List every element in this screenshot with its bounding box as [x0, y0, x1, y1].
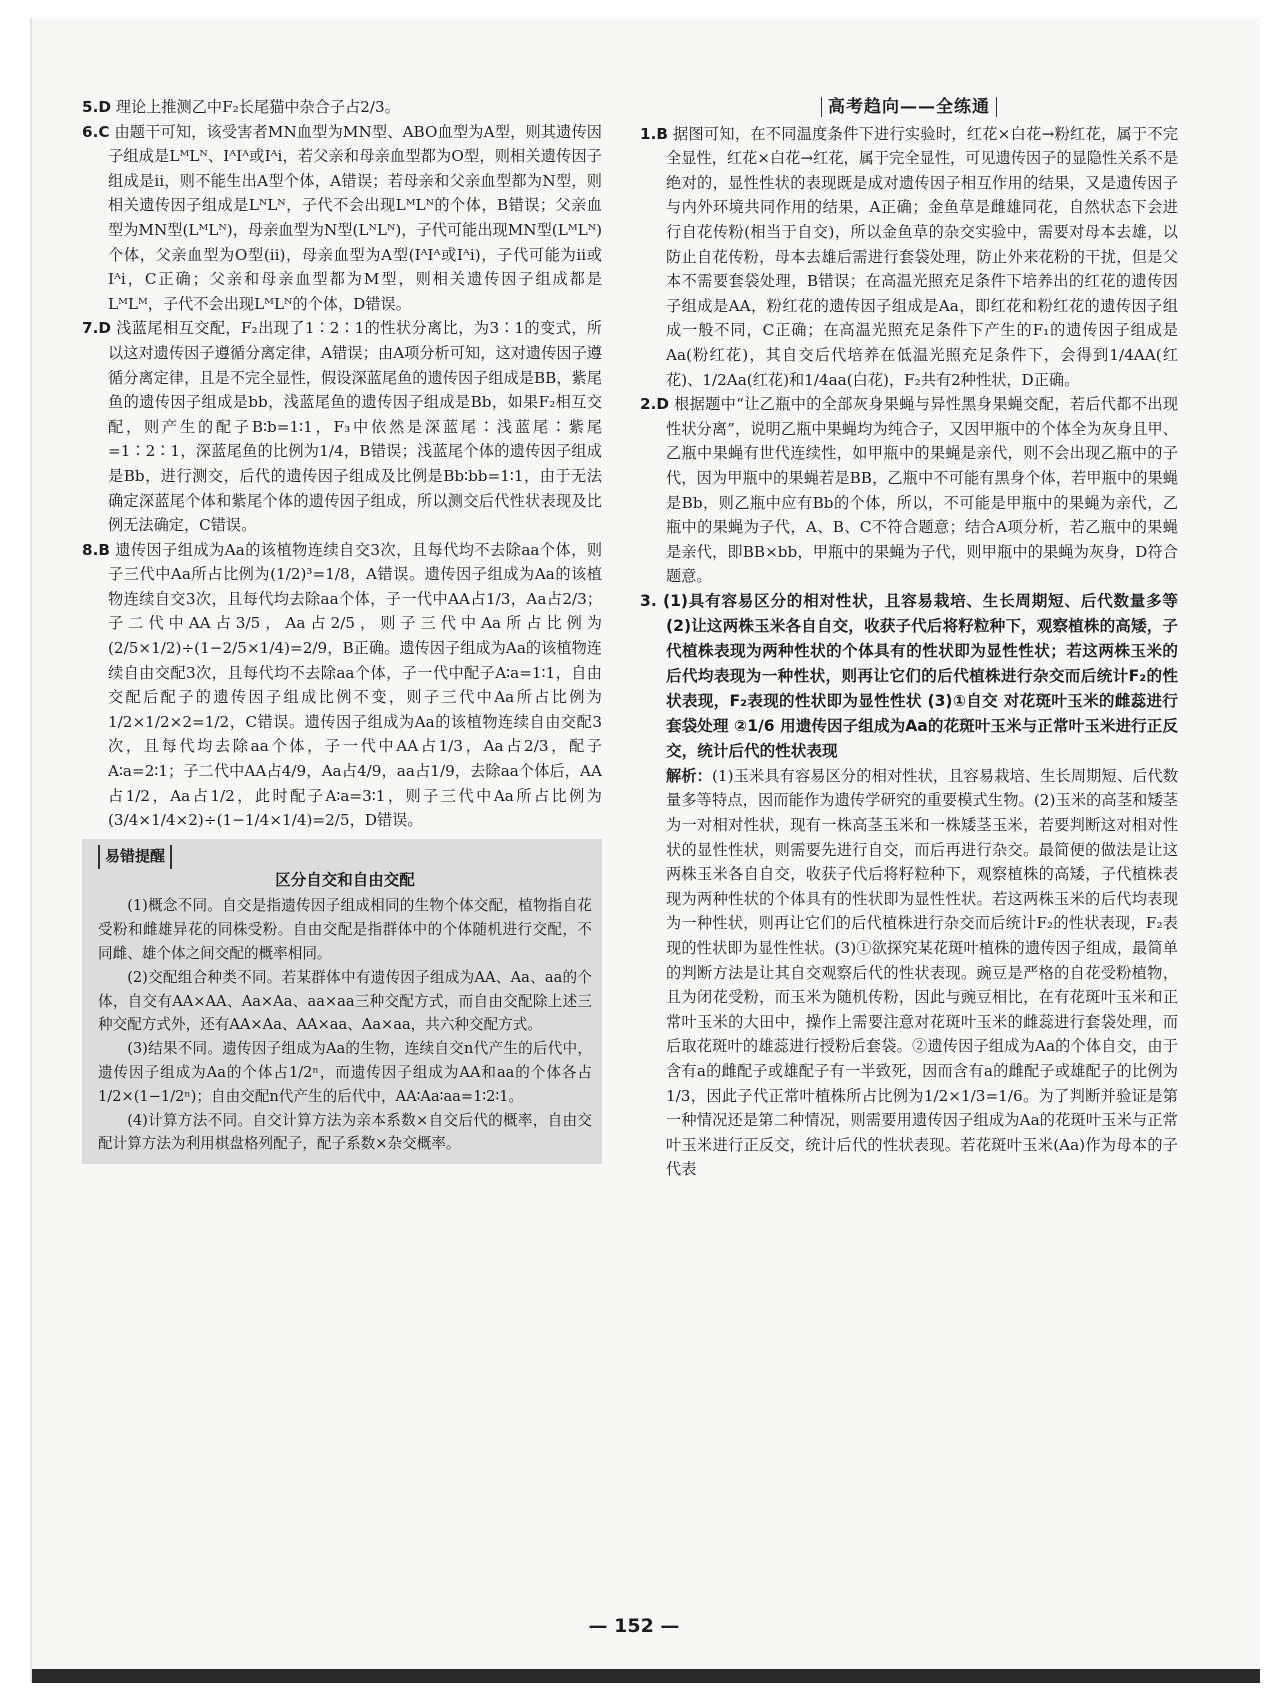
item-text: 根据题中“让乙瓶中的全部灰身果蝇与异性黑身果蝇交配，若后代都不出现性状分离”，说明乙瓶中果蝇均为纯合子，又因甲瓶中的个体全为灰身且甲、乙瓶中果蝇有世代连续性，如甲瓶中的果蝇是亲代，则不会出现乙瓶中的子代，因为甲瓶中的果蝇若是BB，乙瓶中不可能有黑身个体，若甲瓶中的果蝇是Bb，则乙瓶中应有Bb的个体，所以，不可能是甲瓶中的果蝇为亲代，乙瓶中的果蝇为子代，A、B、C不符合题意；结合A项分析，若乙瓶中的果蝇是亲代，即BB×bb，甲瓶中的果蝇为子代，则甲瓶中的果蝇为灰身，D符合题意。: [666, 395, 1179, 586]
item-text: 遗传因子组成为Aa的该植物连续自交3次，且每代均不去除aa个体，则子三代中Aa所占比例为(1/2)³=1/8，A错误。遗传因子组成为Aa的该植物连续自交3次，且每代均去除aa个体，子一代中AA占1/3，Aa占2/3；子二代中AA占3/5，Aa占2/5，则子三代中Aa所占比例为(2/5×1/2)÷(1−2/5×1/4)=2/9，B正确。遗传因子组成为Aa的该植物连续自由交配3次，且每代均不去除aa个体，子一代中配子A∶a=1∶1，自由交配后配子的遗传因子组成比例不变，则子三代中Aa所占比例为1/2×1/2×2=1/2，C错误。遗传因子组成为Aa的该植物连续自由交配3次，且每代均去除aa个体，子一代中AA占1/3，Aa占2/3，配子A∶a=2∶1；子二代中AA占4/9，Aa占4/9，aa占1/9，去除aa个体后，AA占1/2，Aa占1/2，此时配子A∶a=3∶1，则子三代中Aa所占比例为(3/4×1/4×2)÷(1−1/4×1/4)=2/5，D错误。: [108, 540, 603, 830]
answer-item-1: [640, 122, 1178, 393]
item-text: 据图可知，在不同温度条件下进行实验时，红花×白花→粉红花，属于不完全显性，红花×白花→红花，属于完全显性，可见遗传因子的显隐性关系不是绝对的，显性性状的表现既是成对遗传因子相互作用的结果，又是遗传因子与内外环境共同作用的结果，A正确；金鱼草是雌雄同花，自然状态下会进行自花传粉(相当于自交)，所以金鱼草的杂交实验中，需要对母本去雄，以防止自花传粉，母本去雄后需进行套袋处理，防止外来花粉的干扰，但是父本不需要套袋处理，B错误；在高温光照充足条件下培养出的红花的遗传因子组成是AA，粉红花的遗传因子组成是Aa，即红花和粉红花的遗传因子组成一般不同，C正确；在高温光照充足条件下产生的F₁的遗传因子组成是Aa(粉红花)，其自交后代培养在低温光照充足条件下，会得到1/4AA(红花)、1/2Aa(红花)和1/4aa(白花)，F₂共有2种性状，D正确。: [666, 124, 1179, 389]
tip-paragraph: (3)结果不同。遗传因子组成为Aa的生物，连续自交n代产生的后代中，遗传因子组成为Aa的个体占1/2ⁿ，而遗传因子组成为AA和aa的个体各占1/2×(1−1/2ⁿ)；自由交配n代产生的后代中，AA∶Aa∶aa=1∶2∶1。: [98, 1040, 592, 1105]
section-heading: [640, 95, 1178, 120]
item-number: 6.C: [82, 122, 110, 141]
answer-item-5: [82, 95, 602, 120]
item-text: 浅蓝尾相互交配，F₂出现了1∶2∶1的性状分离比，为3∶1的变式，所以这对遗传因子遵循分离定律，A错误；由A项分析可知，这对遗传因子遵循分离定律，且是不完全显性，假设深蓝尾鱼的遗传因子组成是BB，紫尾鱼的遗传因子组成是bb，浅蓝尾鱼的遗传因子组成是Bb，如果F₂相互交配，则产生的配子B∶b=1∶1，F₃中依然是深蓝尾∶浅蓝尾∶紫尾=1∶2∶1，深蓝尾鱼的比例为1/4，B错误；浅蓝尾个体的遗传因子组成是Bb，进行测交，后代的遗传因子组成及比例是Bb∶bb=1∶1，由于无法确定深蓝尾个体和紫尾个体的遗传因子组成，所以测交后代性状表现及比例无法确定，C错误。: [108, 319, 602, 535]
error-tip-box: [82, 839, 602, 1164]
item-number: 8.B: [82, 540, 110, 559]
item-number: 1.B: [640, 124, 668, 143]
left-column: [82, 95, 602, 1164]
tip-paragraph: (1)概念不同。自交是指遗传因子组成相同的生物个体交配，植物指自花受粉和雌雄异花的同株受粉。自由交配是指群体中的个体随机进行交配，不同雌、雄个体之间交配的概率相同。: [98, 897, 592, 962]
right-column: [640, 95, 1178, 1182]
tip-paragraph: (2)交配组合种类不同。若某群体中有遗传因子组成为AA、Aa、aa的个体，自交有AA×AA、Aa×Aa、aa×aa三种交配方式，而自由交配除上述三种交配方式外，还有AA×Aa、AA×aa、Aa×aa，共六种交配方式。: [98, 968, 592, 1034]
analysis-label: 解析：: [666, 766, 712, 785]
item-answer: (1)具有容易区分的相对性状，且容易栽培、生长周期短、后代数量多等 (2)让这两株玉米各自自交，收获子代后将籽粒种下，观察植株的高矮，子代植株表现为两种性状的个体具有的性状即为显性性状；若这两株玉米的后代均表现为一种性状，则再让它们的后代植株进行杂交而后统计F₂的性状表现，F₂表现的性状即为显性性状 (3)①自交 对花斑叶玉米的雌蕊进行套袋处理 ②1/6 用遗传因子组成为Aa的花斑叶玉米与正常叶玉米进行正反交，统计后代的性状表现: [662, 591, 1178, 760]
item-number: 2.D: [640, 395, 669, 414]
item-number: 7.D: [82, 319, 111, 338]
item-number: 3.: [640, 591, 657, 610]
answer-item-7: [82, 316, 602, 537]
answer-item-2: [640, 392, 1178, 589]
answer-item-6: [82, 120, 602, 317]
tip-tag: 易错提醒: [98, 845, 172, 869]
tip-paragraph: (4)计算方法不同。自交计算方法为亲本系数×自交后代的概率，自由交配计算方法为利用棋盘格列配子，配子系数×杂交概率。: [98, 1111, 592, 1153]
answer-item-8: [82, 538, 602, 833]
item-text: 由题干可知，该受害者MN血型为MN型、ABO血型为A型，则其遗传因子组成是LᴹLᴺ、IᴬIᴬ或Iᴬi，若父亲和母亲血型都为O型，则相关遗传因子组成是ii，则不能生出A型个体，A错误；若母亲和父亲血型都为N型，则相关遗传因子组成是LᴺLᴺ，子代不会出现LᴹLᴺ的个体，B错误；父亲血型为MN型(LᴹLᴺ)，母亲血型为N型(LᴺLᴺ)，子代可能出现MN型(LᴹLᴺ)个体，父亲血型为O型(ii)，母亲血型为A型(IᴬIᴬ或Iᴬi)，子代可能为ii或Iᴬi，C正确；父亲和母亲血型都为M型，则相关遗传因子组成都是LᴹLᴹ，子代不会出现LᴹLᴺ的个体，D错误。: [108, 122, 602, 313]
scan-edge: [32, 1669, 1260, 1683]
item-text: 理论上推测乙中F₂长尾猫中杂合子占2/3。: [115, 98, 400, 116]
section-title: 高考趋向——全练通: [821, 97, 997, 117]
page-number: — 152 —: [588, 1615, 680, 1637]
tip-title: 区分自交和自由交配: [275, 870, 415, 889]
answer-item-3: [640, 589, 1178, 764]
analysis-block: [640, 764, 1178, 1182]
item-number: 5.D: [82, 98, 111, 116]
analysis-text: (1)玉米具有容易区分的相对性状，且容易栽培、生长周期短、后代数量多等特点，因而能作为遗传学研究的重要模式生物。(2)玉米的高茎和矮茎为一对相对性状，现有一株高茎玉米和一株矮茎玉米，若要判断这对相对性状的显性性状，则需要先进行自交，而后再进行杂交。最简便的做法是让这两株玉米各自自交，收获子代后将籽粒种下，观察植株的高矮，子代植株表现为两种性状的个体具有的性状即为显性性状。若这两株玉米的后代均表现为一种性状，则再让它们的后代植株进行杂交而后统计F₂的性状表现，F₂表现的性状即为显性性状。(3)①欲探究某花斑叶植株的遗传因子组成，最简单的判断方法是让其自交观察后代的性状表现。豌豆是严格的自花受粉植物，且为闭花受粉，而玉米为随机传粉，因此与豌豆相比，在有花斑叶玉米和正常叶玉米的大田中，操作上需要注意对花斑叶玉米的雌蕊进行套袋处理，而后取花斑叶的雄蕊进行授粉后套袋。②遗传因子组成为Aa的个体自交，由于含有a的雌配子或雄配子有一半致死，因而含有a的雌配子或雄配子的比例为1/3，因此子代正常叶植株所占比例为1/2×1/3=1/6。为了判断并验证是第一种情况还是第二种情况，则需要用遗传因子组成为Aa的花斑叶玉米与正常叶玉米进行正反交，统计后代的性状表现。若花斑叶玉米(Aa)作为母本的子代表: [666, 766, 1178, 1179]
